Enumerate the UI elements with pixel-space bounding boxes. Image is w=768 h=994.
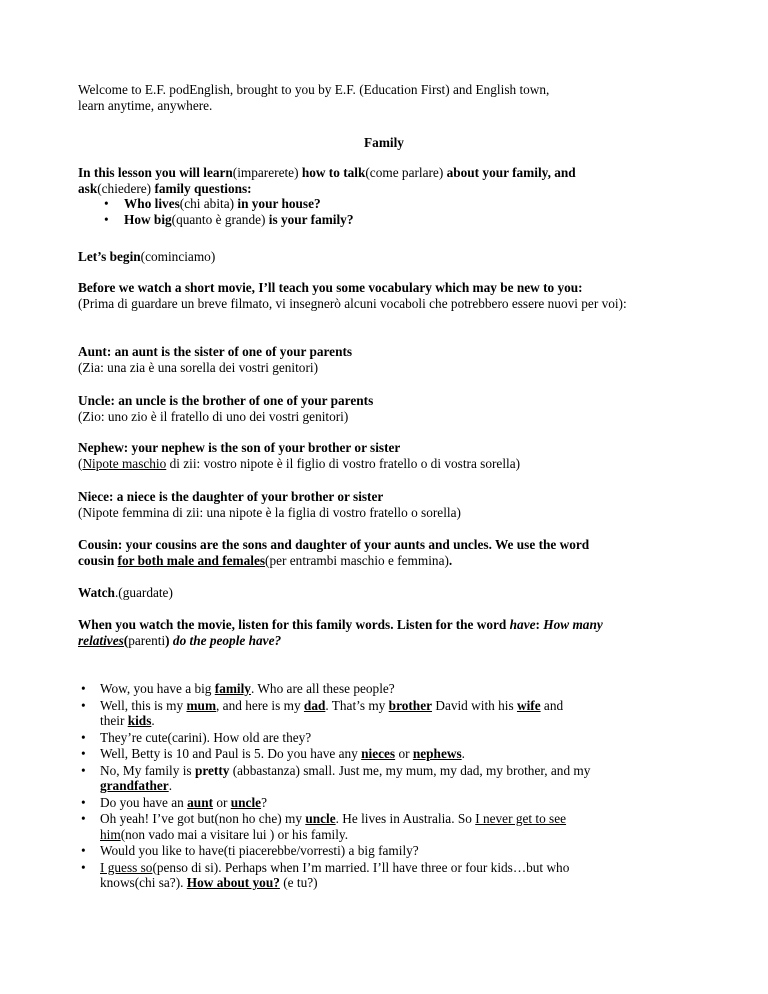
list-item: • Who lives(chi abita) in your house?: [102, 196, 690, 212]
lesson-text: family questions:: [154, 180, 252, 196]
vocab-uncle: Uncle: an uncle is the brother of one of your parents (Zio: uno zio è il fratello di uno dei vostri genitori): [78, 393, 374, 424]
list-item: • Well, Betty is 10 and Paul is 5. Do you have any nieces or nephews.: [78, 746, 690, 762]
before-bold: Before we watch a short movie, I’ll teach you some vocabulary which may be new to you:: [78, 280, 583, 295]
list-item: • They’re cute(carini). How old are they?: [78, 730, 690, 746]
intro-paragraph: [78, 82, 690, 113]
list-item: • Would you like to have(ti piacerebbe/vorresti) a big family?: [78, 843, 690, 859]
lesson-text: In this lesson you will learn: [78, 165, 233, 180]
list-item: • Wow, you have a big family. Who are all these people?: [78, 681, 690, 697]
lesson-translation: (chiedere): [97, 180, 155, 196]
watch-line: Watch.(guardate): [78, 585, 173, 600]
list-item: • How big(quanto è grande) is your family?: [102, 212, 690, 228]
vocab-niece: Niece: a niece is the daughter of your brother or sister (Nipote femmina di zii: una nipote è la figlia di vostro fratello o sorella): [78, 489, 461, 520]
lesson-text: about your family, and: [446, 165, 576, 180]
list-item: • I guess so(penso di si). Perhaps when I’m married. I’ll have three or four kids…but who knows(chi sa?). How about you? (e tu?): [78, 860, 690, 891]
intro-line-1: Welcome to E.F. podEnglish, brought to you by E.F. (Education First) and English town,: [78, 82, 550, 97]
listen-paragraph: When you watch the movie, listen for this family words. Listen for the word have: How many relatives(parenti) do the people have?: [78, 617, 603, 648]
list-item: • No, My family is pretty (abbastanza) small. Just me, my mum, my dad, my brother, and my grandfather.: [78, 763, 690, 794]
intro-line-2: learn anytime, anywhere.: [78, 97, 213, 113]
lesson-questions-list: [102, 196, 690, 227]
dialogue-list: [78, 681, 690, 891]
vocab-cousin: Cousin: your cousins are the sons and daughter of your aunts and uncles. We use the word cousin for both male and females(per entrambi maschio e femmina).: [78, 537, 590, 568]
lets-begin: Let’s begin(cominciamo): [78, 249, 216, 264]
before-translation: (Prima di guardare un breve filmato, vi insegnerò alcuni vocaboli che potrebbero essere nuovi per voi):: [78, 295, 627, 311]
lesson-translation: (come parlare): [365, 165, 447, 180]
list-item: • Oh yeah! I’ve got but(non ho che) my uncle. He lives in Australia. So I never get to see him(non vado mai a visitare lui ) or his family.: [78, 811, 690, 842]
page-title: Family: [364, 135, 404, 150]
lesson-translation: (imparerete): [232, 165, 302, 180]
list-item: • Do you have an aunt or uncle?: [78, 795, 690, 811]
lesson-intro: [78, 165, 690, 227]
before-paragraph: [78, 280, 690, 311]
vocab-aunt: Aunt: an aunt is the sister of one of your parents (Zia: una zia è una sorella dei vostri genitori): [78, 344, 353, 375]
lesson-text: ask: [78, 180, 98, 196]
lesson-text: how to talk: [301, 165, 366, 180]
vocab-nephew: Nephew: your nephew is the son of your brother or sister (Nipote maschio di zii: vostro nipote è il figlio di vostro fratello o di vostra sorella): [78, 440, 521, 471]
list-item: • Well, this is my mum, and here is my dad. That’s my brother David with his wife and their kids.: [78, 698, 690, 729]
